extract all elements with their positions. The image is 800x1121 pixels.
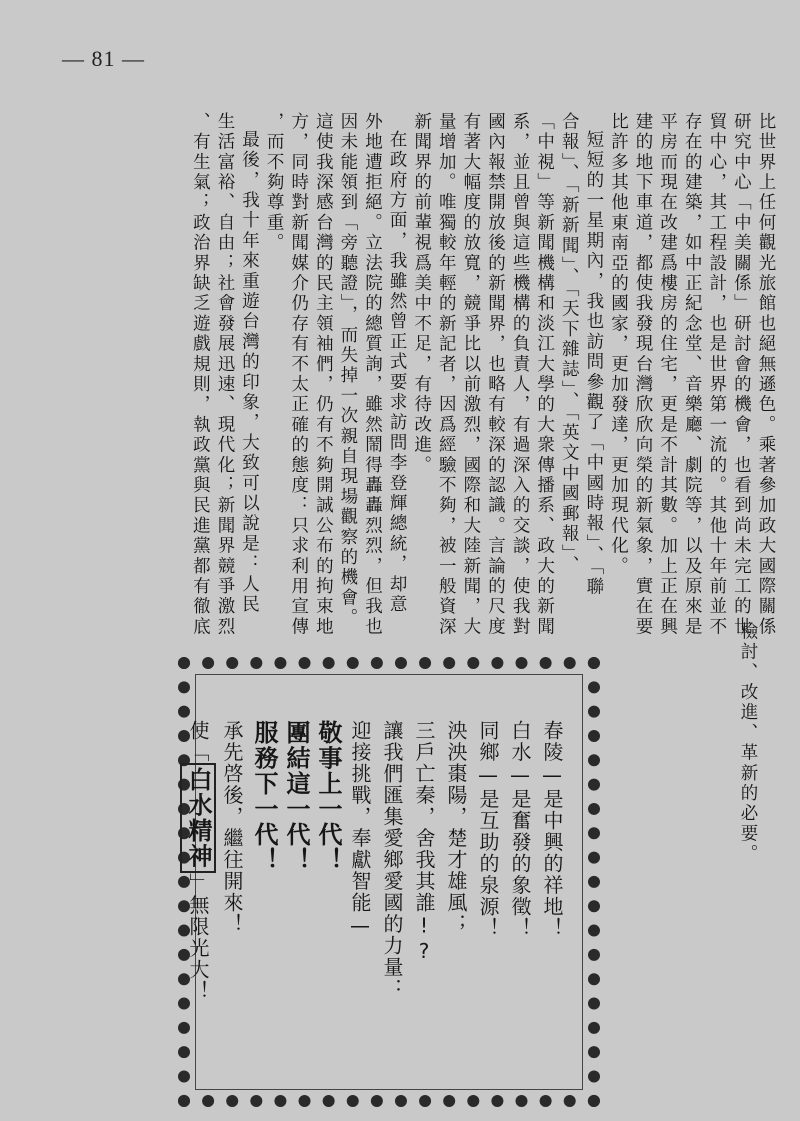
- tail-line: 檢討、改進、革新的必要。: [738, 622, 758, 865]
- slogan-line: 春陵—是中興的祥地！: [540, 720, 564, 939]
- article-body: [118, 112, 778, 638]
- page-number: — 81 —: [62, 46, 145, 71]
- body-line: 方，同時對新聞媒介仍存有不太正確的態度：只求利用宣傳: [288, 112, 309, 638]
- slogan-block: [184, 720, 568, 1080]
- slogan-line: 迎接挑戰，奉獻智能—: [348, 720, 372, 939]
- slogan-emphasis-line: 敬事上一代！: [314, 720, 342, 873]
- body-line: 在政府方面，我雖然曾正式要求訪問李登輝總統，却意: [387, 129, 408, 615]
- body-line: 「中視」等新聞機構和淡江大學的大衆傳播系、政大的新聞: [534, 112, 555, 638]
- body-line: 外地遭拒絕。立法院的總質詢，雖然鬧得轟轟烈烈，但我也: [362, 112, 383, 638]
- slogan-emphasis-line: 服務下一代！: [250, 720, 278, 873]
- body-line: 量增加。唯獨較年輕的新記者，因爲經驗不夠，被一般資深: [436, 112, 457, 638]
- body-line: 平房而現在改建爲樓房的住宅，更是不計其數。加上正在興: [657, 112, 678, 638]
- body-line: 研究中心「中美關係」研討會的機會，也看到尚未完工的世: [731, 112, 752, 638]
- body-line: 貿中心，其工程設計，也是世界第一流的。其他十年前並不: [706, 112, 727, 638]
- slogan-line: 泱泱棗陽，楚才雄風；: [444, 720, 468, 935]
- body-line: 因未能領到「旁聽證」，而失掉一次親自現場觀察的機會。: [337, 112, 358, 629]
- slogan-line: 同鄉—是互助的泉源！: [476, 720, 500, 939]
- body-line: 國內報禁開放後的新聞界，也略有較深的認識。言論的尺度: [485, 112, 506, 638]
- body-line: 合報」、「新新聞」、「天下雜誌」、「英文中國郵報」、: [559, 112, 580, 576]
- body-line: 短短的一星期內，我也訪問參觀了「中國時報」、「聯: [583, 129, 604, 597]
- body-line: ，而不夠尊重。: [264, 112, 285, 254]
- body-line: 存在的建築，如中正紀念堂、音樂廳、劇院等，以及原來是: [682, 112, 703, 638]
- body-line: 新聞界的前輩視爲美中不足，有待改進。: [411, 112, 432, 476]
- slogan-emphasis-line: 團結這一代！: [282, 720, 310, 873]
- body-line: 、有生氣；政治界缺乏遊戲規則，執政黨與民進黨都有徹底: [190, 112, 211, 638]
- slogan-line: 三戶亡秦，舍我其誰!?: [412, 720, 436, 965]
- body-line: 生活富裕、自由；社會發展迅速、現代化；新聞界競爭激烈: [214, 112, 235, 638]
- slogan-line: 承先啓後，繼往開來！: [220, 720, 244, 935]
- body-line: 有著大幅度的放寬，競爭比以前激烈，國際和大陸新聞，大: [460, 112, 481, 638]
- body-line: 這使我深感台灣的民主領袖們，仍有不夠開誠公布的拘束地: [313, 112, 334, 638]
- body-line: 最後，我十年來重遊台灣的印象，大致可以說是：人民: [239, 129, 260, 615]
- body-line: 建的地下車道，都使我發現台灣欣欣向榮的新氣象，實在要: [633, 112, 654, 638]
- slogan-line: 白水—是奮發的象徵！: [508, 720, 532, 939]
- body-line: 比許多其他東南亞的國家，更加發達，更加現代化。: [608, 112, 629, 577]
- slogan-suffix: 」無限光大！: [186, 873, 210, 1002]
- baishui-spirit-label: 白水精神: [180, 763, 216, 873]
- body-line: 比世界上任何觀光旅館也絕無遜色。乘著參加政大國際關係: [756, 112, 776, 638]
- slogan-prefix: 使「: [186, 720, 210, 763]
- slogan-line: 讓我們匯集愛鄉愛國的力量：: [380, 720, 404, 1000]
- article-tail: [726, 622, 760, 865]
- slogan-final-line: [180, 720, 216, 1080]
- body-line: 系，並且曾與這些機構的負責人，有過深入的交談，使我對: [510, 112, 531, 638]
